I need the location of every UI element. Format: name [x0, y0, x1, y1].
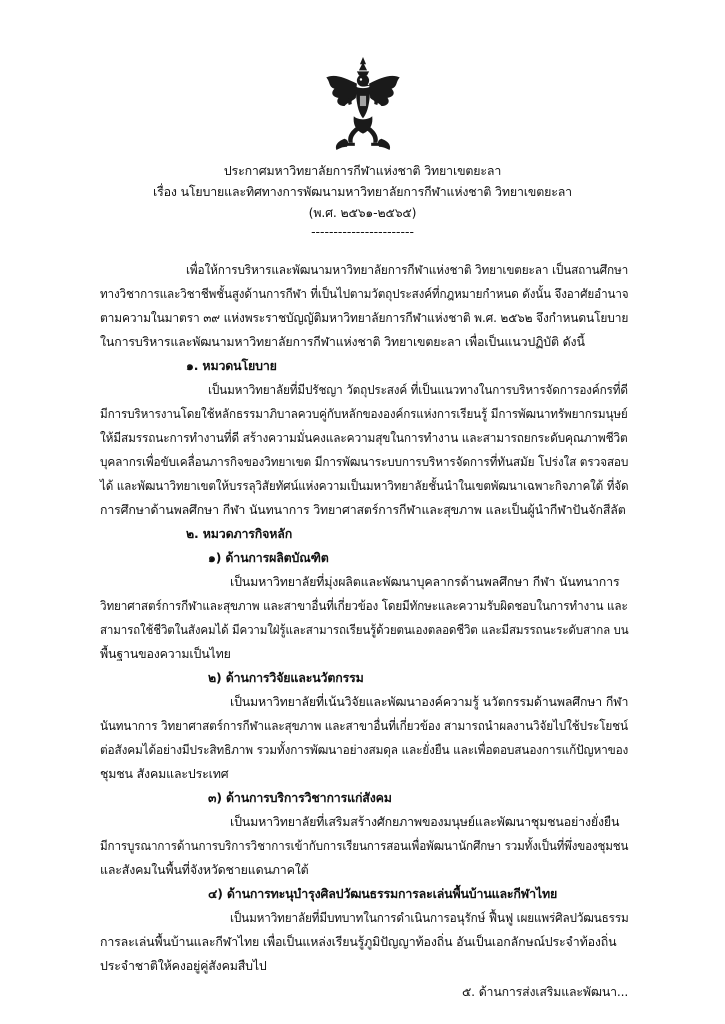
- intro-line: ตามความในมาตรา ๓๙ แห่งพระราชบัญญัติมหาวิทยาลัยการกีฬาแห่งชาติ พ.ศ. ๒๕๖๒ จึงกำหนดนโยบาย: [100, 310, 629, 325]
- subsection2-line: ชุมชน สังคมและประเทศ: [100, 766, 229, 781]
- intro-line: ในการบริหารและพัฒนามหาวิทยาลัยการกีฬาแห่งชาติ วิทยาเขตยะลา เพื่อเป็นแนวปฏิบัติ ดังนี้: [100, 334, 585, 349]
- subsection1-line: พื้นฐานของความเป็นไทย: [100, 646, 231, 661]
- subsection1-heading: ๑) ด้านการผลิตบัณฑิต: [208, 550, 329, 565]
- section1-line: เป็นมหาวิทยาลัยที่มีปรัชญา วัตถุประสงค์ ที่เป็นแนวทางในการบริหารจัดการองค์กรที่ดี: [208, 382, 628, 397]
- section1-line: ให้มีสมรรถนะการทำงานที่ดี สร้างความมั่นคงและความสุขในการทำงาน และสามารถยกระดับคุณภาพชีวิต: [100, 430, 628, 445]
- subsection4-line: เป็นมหาวิทยาลัยที่มีบทบาทในการดำเนินการอนุรักษ์ ฟื้นฟู เผยแพร่ศิลปวัฒนธรรม: [230, 910, 629, 925]
- subsection3-heading: ๓) ด้านการบริการวิชาการแก่สังคม: [208, 790, 392, 805]
- section1-line: บุคลากรเพื่อขับเคลื่อนภารกิจของวิทยาเขต มีการพัฒนาระบบการบริหารจัดการที่ทันสมัย โปร่งใส ตรวจสอบ: [100, 454, 629, 469]
- subsection1-line: วิทยาศาสตร์การกีฬาและสุขภาพ และสาขาอื่นที่เกี่ยวข้อง โดยมีทักษะและความรับผิดชอบในการทำงาน และ: [100, 598, 628, 613]
- subsection3-line: มีการบูรณาการด้านการบริการวิชาการเข้ากับการเรียนการสอนเพื่อพัฒนานักศึกษา รวมทั้งเป็นที่พึ่งของชุมชน: [100, 838, 629, 853]
- section1-line: การศึกษาด้านพลศึกษา กีฬา นันทนาการ วิทยาศาสตร์การกีฬาและสุขภาพ และเป็นผู้นำกีฬาปันจักสีลัต: [100, 502, 626, 517]
- subsection4-heading: ๔) ด้านการทะนุบำรุงศิลปวัฒนธรรมการละเล่นพื้นบ้านและกีฬาไทย: [208, 886, 558, 901]
- header-separator: -----------------------: [311, 224, 414, 239]
- section1-line: มีการบริหารงานโดยใช้หลักธรรมาภิบาลควบคู่กับหลักขององค์กรแห่งการเรียนรู้ มีการพัฒนาทรัพยากรมนุษย์: [100, 406, 628, 421]
- section1-line: ได้ และพัฒนาวิทยาเขตให้บรรลุวิสัยทัศน์แห่งความเป็นมหาวิทยาลัยชั้นนำในเขตพัฒนาเฉพาะกิจภาคใต้ ที่จัด: [100, 478, 629, 493]
- subsection1-line: สามารถใช้ชีวิตในสังคมได้ มีความใฝ่รู้และสามารถเรียนรู้ด้วยตนเองตลอดชีวิต และมีสมรรถนะระดับสากล บน: [100, 622, 629, 637]
- subsection2-line: นันทนาการ วิทยาศาสตร์การกีฬาและสุขภาพ และสาขาอื่นที่เกี่ยวข้อง สามารถนำผลงานวิจัยไปใช้ประโยชน์: [100, 718, 628, 733]
- section1-heading: ๑. หมวดนโยบาย: [186, 358, 277, 373]
- subsection1-line: เป็นมหาวิทยาลัยที่มุ่งผลิตและพัฒนาบุคลากรด้านพลศึกษา กีฬา นันทนาการ: [230, 574, 620, 589]
- announcement-title: ประกาศมหาวิทยาลัยการกีฬาแห่งชาติ วิทยาเขตยะลา: [223, 163, 502, 178]
- intro-line: ทางวิชาการและวิชาชีพชั้นสูงด้านการกีฬา ที่เป็นไปตามวัตถุประสงค์ที่กฎหมายกำหนด ดังนั้น จึงอาศัยอำนาจ: [100, 286, 629, 301]
- announcement-period: (พ.ศ. ๒๕๖๑-๒๕๖๕): [308, 205, 417, 220]
- announcement-subject: เรื่อง นโยบายและทิศทางการพัฒนามหาวิทยาลัยการกีฬาแห่งชาติ วิทยาเขตยะลา: [153, 184, 572, 199]
- subsection4-line: การละเล่นพื้นบ้านและกีฬาไทย เพื่อเป็นแหล่งเรียนรู้ภูมิปัญญาท้องถิ่น อันเป็นเอกลักษณ์ประจำท้องถิ่น: [100, 934, 617, 949]
- subsection2-line: ต่อสังคมได้อย่างมีประสิทธิภาพ รวมทั้งการพัฒนาอย่างสมดุล และยั่งยืน และเพื่อตอบสนองการแก้ปัญหาของ: [100, 742, 629, 757]
- subsection2-line: เป็นมหาวิทยาลัยที่เน้นวิจัยและพัฒนาองค์ความรู้ นวัตกรรมด้านพลศึกษา กีฬา: [230, 694, 629, 709]
- section2-heading: ๒. หมวดภารกิจหลัก: [186, 526, 293, 541]
- intro-line: เพื่อให้การบริหารและพัฒนามหาวิทยาลัยการกีฬาแห่งชาติ วิทยาเขตยะลา เป็นสถานศึกษา: [186, 262, 629, 277]
- garuda-emblem-icon: [322, 55, 404, 153]
- page-continuation: ๕. ด้านการส่งเสริมและพัฒนา...: [462, 984, 629, 999]
- subsection4-line: ประจำชาติให้คงอยู่คู่สังคมสืบไป: [100, 958, 267, 973]
- subsection3-line: และสังคมในพื้นที่จังหวัดชายแดนภาคใต้: [100, 862, 309, 877]
- subsection2-heading: ๒) ด้านการวิจัยและนวัตกรรม: [208, 670, 364, 685]
- subsection3-line: เป็นมหาวิทยาลัยที่เสริมสร้างศักยภาพของมนุษย์และพัฒนาชุมชนอย่างยั่งยืน: [230, 814, 620, 829]
